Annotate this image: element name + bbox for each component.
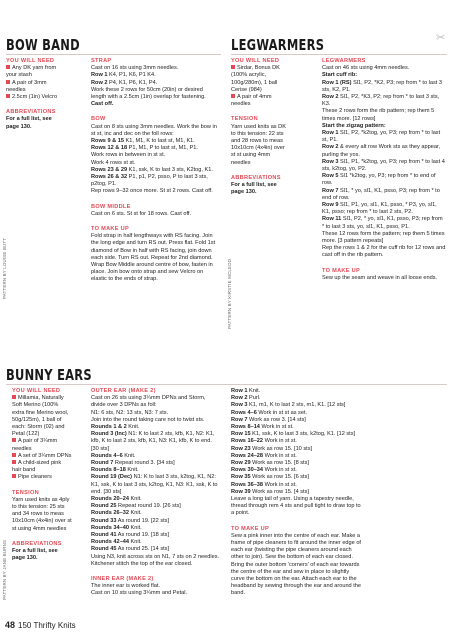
- text: Cast off.: [91, 101, 114, 108]
- text: A pair of 3¼mm needles: [12, 438, 58, 452]
- section-heading: [91, 388, 221, 395]
- bow-band-rule: [6, 54, 221, 55]
- section-heading: [231, 58, 289, 65]
- instruction-line: [231, 438, 361, 445]
- bold-note: [231, 182, 289, 196]
- bold-note: [12, 548, 72, 562]
- text: Cast on 46 sts using 4mm needles.: [322, 65, 410, 72]
- materials-list-item: [6, 94, 62, 101]
- spacer: [91, 218, 219, 223]
- instruction-line: [91, 510, 221, 517]
- instruction-line: [322, 202, 446, 216]
- text: A pair of 3mm needles: [6, 79, 47, 93]
- text: YOU WILL NEED: [231, 58, 280, 64]
- instruction-line: [91, 65, 219, 72]
- text: Fold strap in half lengthways with RS facing. Join the long edge and turn RS out. Press flat. Fold 1st diamond of Bow in half with RS facing, join down each side. Turn RS out. Repeat for 2nd diamond. Wrap Bow Middle around centre of bow, fasten in place. Join bow onto strap and sew Velcro on elastic to the ends of strap.: [91, 233, 216, 283]
- instruction-line: [91, 496, 221, 503]
- text: Round 3 (Inc) N1: K to last 2 sts, kfb, K1, N2: K1, kfb, K to last 2 sts, kfb, K1, N3: K1, kfb, K to end. [30 sts]: [91, 431, 215, 452]
- text: Sirdar, Bonus DK (100% acrylic, 100g/280m), 1 ball Cerise (984): [231, 65, 280, 93]
- instruction-line: [91, 80, 219, 87]
- instruction-line: [231, 395, 361, 402]
- instruction-line: [231, 402, 361, 409]
- instruction-line: [322, 159, 446, 173]
- text: Row 1 Knit.: [231, 388, 261, 394]
- text: Rounds 4–6 Knit.: [91, 452, 136, 459]
- text: Rows 26 & 32 P1, p1, P2, psso, P to last 3 sts, p2tog, P1.: [91, 174, 208, 188]
- section-heading: [322, 268, 446, 275]
- text: Rep the rows 1 & 2 for the cuff rib for 12 rows and cast off in the rib pattern.: [322, 245, 446, 259]
- instruction-line: [91, 532, 221, 539]
- section-heading: [231, 116, 289, 123]
- legwarmers-title: LEGWARMERS: [231, 36, 325, 54]
- instruction-line: [91, 431, 221, 453]
- instruction-line: [231, 124, 289, 167]
- instruction-line: [322, 80, 446, 94]
- text: Rows 23 & 29 K1, ssk, K to last 3 sts, K2tog, K1.: [91, 166, 213, 173]
- text: Cast on 8 sts using 3mm needles. Work the bow in st st, inc and dec on the foll rows:: [91, 123, 217, 137]
- bullet-square-icon: [12, 460, 16, 464]
- bunny-ears-middle-column: [91, 388, 221, 598]
- materials-list-item: [12, 474, 72, 481]
- text: Rows 30–34 Work in st st.: [231, 467, 297, 474]
- text: Row 3 K1, m1, K to last 2 sts, m1, K1. [12 sts]: [231, 402, 346, 409]
- text: Round 25 Repeat round 19. [26 sts]: [91, 503, 181, 510]
- instruction-line: [91, 395, 221, 409]
- text: Start the zigzag pattern:: [322, 122, 386, 129]
- instruction-line: [231, 424, 361, 431]
- text: Row 3 Sl1, P1, *k2tog, yo, P3; rep from * to last 4 sts, k2tog, yo, P2.: [322, 158, 445, 173]
- text: ABBREVIATIONS: [6, 109, 56, 116]
- bullet-square-icon: [12, 474, 16, 478]
- text: TENSION: [231, 116, 258, 123]
- text: Rounds 42–44 Knit.: [91, 539, 142, 546]
- text: Row 35 Work as row 15. [6 sts]: [231, 474, 309, 481]
- bow-band-right-column: [91, 58, 219, 284]
- instruction-line: [231, 453, 361, 460]
- instruction-line: [91, 518, 221, 525]
- legwarmers-left-column: [231, 58, 289, 196]
- text: Cast on 10 sts using 3¼mm and Petal.: [91, 590, 188, 597]
- section-heading: [91, 204, 219, 211]
- text: Row 23 Work as row 15. [10 sts]: [231, 445, 313, 452]
- instruction-line: [231, 410, 361, 417]
- text: Row 2 & every alt row Work sts as they appear, purling the yos.: [322, 144, 441, 158]
- instruction-line: [231, 417, 361, 424]
- text: ABBREVIATIONS: [231, 174, 281, 181]
- instruction-line: [91, 561, 221, 568]
- instruction-line: [322, 188, 446, 202]
- text: N1: 6 sts, N2: 13 sts, N3: 7 sts.: [91, 409, 169, 416]
- text: Rounds 1 & 2 Knit.: [91, 424, 140, 431]
- instruction-line: [91, 474, 221, 496]
- text: A pair of 4mm needles: [231, 94, 272, 108]
- text: Using N3, knit across sts on N1, 7 sts on 2 needles.: [91, 553, 220, 560]
- text: Row 1 Sl1, P2, *k2tog, yo, P3; rep from * to last st, P1.: [322, 130, 441, 144]
- text: Kitchener stitch the top of the ear closed.: [91, 560, 193, 567]
- text: Round 7 Repeat round 3. [34 sts]: [91, 460, 175, 467]
- section-heading: [91, 116, 219, 123]
- text: ABBREVIATIONS: [12, 540, 62, 547]
- text: The inner ear is worked flat.: [91, 583, 161, 590]
- text: Rows 12 & 18 P1, M1, P to last st, M1, P1.: [91, 145, 198, 152]
- legwarmers-right-column: [322, 58, 446, 282]
- instruction-line: [91, 539, 221, 546]
- text: Row 11 Sl1, P2, * yo, sl1, K1, psso, P3; rep from * to last 3 sts, yo, sl1, K1, psso, P1.: [322, 216, 443, 230]
- instruction-line: [91, 72, 219, 79]
- text: Rounds 34–40 Knit.: [91, 524, 142, 531]
- text: Row 39 Work as row 15. [4 sts]: [231, 488, 309, 495]
- text: Row 9 Sl1, P1, yo, sl1, K1, psso, * P3, yo, sl1, K1, psso; rep from * to last 2 sts, P2.: [322, 202, 437, 216]
- text: Millamia, Naturally Soft Merino (100% extra fine Merino wool, 50g/125m), 1 ball of each: Storm (02) and Petal (122): [12, 395, 69, 438]
- text: Row 15 K1, ssk, K to last 3 sts, k2tog, K1. [12 sts]: [231, 431, 356, 438]
- instruction-line: [91, 417, 221, 424]
- instruction-line: [231, 474, 361, 481]
- text: Yarn used knits as 4ply to this tension: 25 sts and 34 rows to meas 10x10cm (4x4in) over st st using 4mm needles: [12, 496, 72, 532]
- instruction-line: [91, 167, 219, 174]
- bullet-square-icon: [6, 65, 10, 69]
- instruction-line: [322, 275, 446, 282]
- section-heading: [91, 226, 219, 233]
- materials-list-item: [231, 94, 289, 108]
- instruction-line: [91, 124, 219, 138]
- text: Round 41 As round 19. [18 sts]: [91, 532, 170, 539]
- text: Rows 9 & 15 K1, M1, K to last st, M1, K1.: [91, 138, 195, 145]
- instruction-line: [231, 446, 361, 453]
- text: A set of 3¼mm DPNs: [18, 452, 72, 459]
- instruction-line: [91, 160, 219, 167]
- section-heading: [12, 541, 72, 548]
- text: Row 1 (RS) Sl1, P2, *K2, P3; rep from * to last 3 sts, K2, P1.: [322, 79, 443, 93]
- text: Rounds 20–24 Knit.: [91, 496, 142, 503]
- text: Cast on 16 sts using 3mm needles.: [91, 65, 179, 72]
- text: OUTER EAR (MAKE 2): [91, 388, 156, 394]
- text: TO MAKE UP: [322, 267, 361, 274]
- bunny-ears-right-column: [231, 388, 361, 598]
- text: YOU WILL NEED: [6, 58, 55, 64]
- materials-list-item: [12, 453, 72, 460]
- spacer: [91, 108, 219, 113]
- text: Rounds 8–18 Knit.: [91, 467, 139, 474]
- text: Row 2 P4, K1, P6, K1, P4.: [91, 79, 158, 86]
- section-heading: [91, 58, 219, 65]
- instruction-line: [322, 231, 446, 245]
- text: Any DK yarn from your stash: [6, 65, 57, 79]
- bold-note: [322, 72, 446, 79]
- spacer: [12, 482, 72, 487]
- text: These 12 rows form the pattern; rep them 5 times more. [3 pattern repeats]: [322, 230, 445, 245]
- text: Row 29 Work as row 15. [8 sts]: [231, 460, 309, 467]
- section-heading: [6, 58, 62, 65]
- instruction-line: [91, 453, 221, 460]
- text: TO MAKE UP: [231, 525, 270, 532]
- instruction-line: [91, 424, 221, 431]
- section-heading: [12, 490, 72, 497]
- instruction-line: [322, 94, 446, 108]
- text: TO MAKE UP: [91, 226, 130, 233]
- text: Yarn used knits as DK to this tension: 22 sts and 28 rows to meas 10x10cm (4x4in) over st st using 4mm needles: [231, 123, 286, 166]
- instruction-line: [91, 410, 221, 417]
- bow-band-title: BOW BAND: [6, 36, 80, 54]
- bold-note: [91, 101, 219, 108]
- instruction-line: [91, 503, 221, 510]
- materials-list-item: [6, 80, 62, 94]
- instruction-line: [91, 460, 221, 467]
- instruction-line: [322, 65, 446, 72]
- instruction-line: [91, 87, 219, 101]
- text: Rows 16–22 Work in st st.: [231, 438, 297, 445]
- text: Rounds 26–32 Knit.: [91, 510, 142, 517]
- section-heading: [12, 388, 72, 395]
- text: BOW: [91, 116, 106, 123]
- instruction-line: [91, 145, 219, 152]
- text: A child-sized pink hair band: [12, 460, 62, 474]
- instruction-line: [91, 467, 221, 474]
- section-heading: [6, 109, 62, 116]
- text: Pipe cleaners: [18, 474, 52, 481]
- text: Row 2 Purl.: [231, 395, 261, 402]
- instruction-line: [91, 174, 219, 188]
- text: Row 2 Sl1, P2, *K3, P2; rep from * to last 3 sts, K3.: [322, 94, 440, 108]
- section-heading: [231, 175, 289, 182]
- instruction-line: [231, 460, 361, 467]
- bullet-square-icon: [12, 453, 16, 457]
- bullet-square-icon: [12, 395, 16, 399]
- spacer: [322, 260, 446, 265]
- legwarmers-rule: [231, 54, 447, 55]
- bullet-square-icon: [231, 94, 235, 98]
- book-title: 150 Thrifty Knits: [18, 621, 76, 630]
- text: Start cuff rib:: [322, 72, 358, 79]
- instruction-line: [322, 245, 446, 259]
- text: Cast on 26 sts using 3¼mm DPNs and Storm, divide over 3 DPNs as foll:: [91, 395, 206, 409]
- bunny-ears-title: BUNNY EARS: [6, 366, 92, 384]
- instruction-line: [231, 467, 361, 474]
- text: Row 1 K4, P1, K6, P1 K4.: [91, 72, 156, 79]
- spacer: [91, 196, 219, 201]
- text: Leave a long tail of yarn. Using a tapestry needle, thread through rem 4 sts and pull tight to draw top to a point.: [231, 496, 361, 517]
- instruction-line: [231, 482, 361, 489]
- text: INNER EAR (MAKE 2): [91, 576, 154, 583]
- text: Sew up the seam and weave in all loose ends.: [322, 274, 438, 281]
- text: For a full list, see page 130.: [231, 182, 277, 196]
- text: Rows 24–28 Work in st st.: [231, 452, 297, 459]
- text: TENSION: [12, 489, 39, 496]
- instruction-line: [91, 554, 221, 561]
- text: Row 7 Work as row 3. [14 sts]: [231, 416, 306, 423]
- spacer: [231, 167, 289, 172]
- text: 2.5cm (1in) Velcro: [12, 94, 58, 101]
- materials-list-item: [12, 460, 72, 474]
- instruction-line: [91, 525, 221, 532]
- spacer: [231, 518, 361, 523]
- instruction-line: [91, 590, 221, 597]
- text: STRAP: [91, 58, 112, 64]
- instruction-line: [231, 533, 361, 598]
- text: Row 5 Sl1 *k2tog, yo, P3; rep from * to end of row.: [322, 173, 436, 187]
- bunny-ears-rule: [6, 384, 447, 385]
- instruction-line: [91, 546, 221, 553]
- instruction-line: [91, 152, 219, 159]
- bullet-square-icon: [6, 94, 10, 98]
- text: Rows 8–14 Work in st st.: [231, 424, 294, 431]
- page-number: 48: [5, 620, 16, 630]
- text: Rows 4–6 Work in st st as set.: [231, 409, 308, 416]
- materials-list-item: [6, 65, 62, 79]
- spacer: [6, 101, 62, 106]
- text: For a full list, see page 130.: [12, 548, 58, 562]
- text: For a full list, see page 130.: [6, 116, 52, 130]
- materials-list-item: [12, 438, 72, 452]
- text: Round 45 As round 25. [14 sts]: [91, 546, 170, 553]
- instruction-line: [91, 211, 219, 218]
- page-footer: [5, 620, 76, 630]
- text: BOW MIDDLE: [91, 203, 131, 210]
- text: Work these 2 rows for 50cm (20in) or desired length with a 2.5cm (1in) overlap for fastening.: [91, 86, 206, 101]
- text: YOU WILL NEED: [12, 388, 61, 394]
- text: Sew a pink inner into the centre of each ear. Make a frame of pipe cleaners to fit around the inner edge of each ear (twisting the pipe cleaners around each other to join). Sew the bottom of each ear closed. Bring the outer bottom 'corners' of each ear towards the centre of the ear and sew in place to slightly curve the bottom on the ear. Attach each ear to the headband by sewing through the ear and around the band.: [231, 532, 362, 597]
- spacer: [91, 568, 221, 573]
- section-heading: [231, 526, 361, 533]
- text: Cast on 6 sts. St st for 18 rows. Cast off.: [91, 210, 192, 217]
- scissors-icon: ✂: [436, 32, 446, 44]
- text: Work rows in between in st st.: [91, 152, 166, 159]
- instruction-line: [322, 144, 446, 158]
- text: Rows 36–38 Work in st st.: [231, 481, 297, 488]
- instruction-line: [91, 188, 219, 195]
- bunny-ears-credit: PATTERN BY JANE BURNS: [2, 539, 7, 600]
- instruction-line: [231, 388, 361, 395]
- bold-note: [6, 116, 62, 130]
- instruction-line: [322, 216, 446, 230]
- text: Rep rows 9–32 once more. St st 2 rows. Cast off.: [91, 188, 213, 195]
- text: Row 7 Sl1, * yo, sl1, K1, psso, P3; rep from * to end of row.: [322, 187, 440, 201]
- instruction-line: [231, 496, 361, 518]
- bow-band-credit: PATTERN BY LOUISE BUTT: [2, 237, 7, 299]
- text: Join into the round taking care not to twist sts.: [91, 416, 205, 423]
- materials-list-item: [12, 395, 72, 438]
- text: LEGWARMERS: [322, 58, 366, 64]
- bullet-square-icon: [231, 65, 235, 69]
- instruction-line: [322, 108, 446, 122]
- text: Work 4 rows st st.: [91, 159, 136, 166]
- instruction-line: [322, 173, 446, 187]
- materials-list-item: [231, 65, 289, 94]
- spacer: [12, 533, 72, 538]
- bullet-square-icon: [12, 438, 16, 442]
- bow-band-left-column: [6, 58, 62, 131]
- section-heading: [91, 576, 221, 583]
- legwarmers-credit: PATTERN BY KIRSTIE MCLEOD: [227, 258, 232, 329]
- section-heading: [322, 58, 446, 65]
- instruction-line: [91, 583, 221, 590]
- text: Round 33 As round 19. [22 sts]: [91, 517, 170, 524]
- text: These 2 rows form the rib pattern; rep them 5 times more. [12 rows]: [322, 108, 435, 122]
- spacer: [231, 108, 289, 113]
- instruction-line: [91, 138, 219, 145]
- bullet-square-icon: [6, 80, 10, 84]
- bold-note: [322, 123, 446, 130]
- instruction-line: [91, 233, 219, 283]
- text: Round 19 (Dec) N1: K to last 3 sts, k2tog, K1, N2: K1, ssk, K to last 3 sts, k2tog, K1, N3: K1, ssk, K to end. [30 sts]: [91, 474, 218, 495]
- instruction-line: [231, 431, 361, 438]
- instruction-line: [322, 130, 446, 144]
- instruction-line: [231, 489, 361, 496]
- instruction-line: [12, 497, 72, 533]
- bunny-ears-left-column: [12, 388, 72, 562]
